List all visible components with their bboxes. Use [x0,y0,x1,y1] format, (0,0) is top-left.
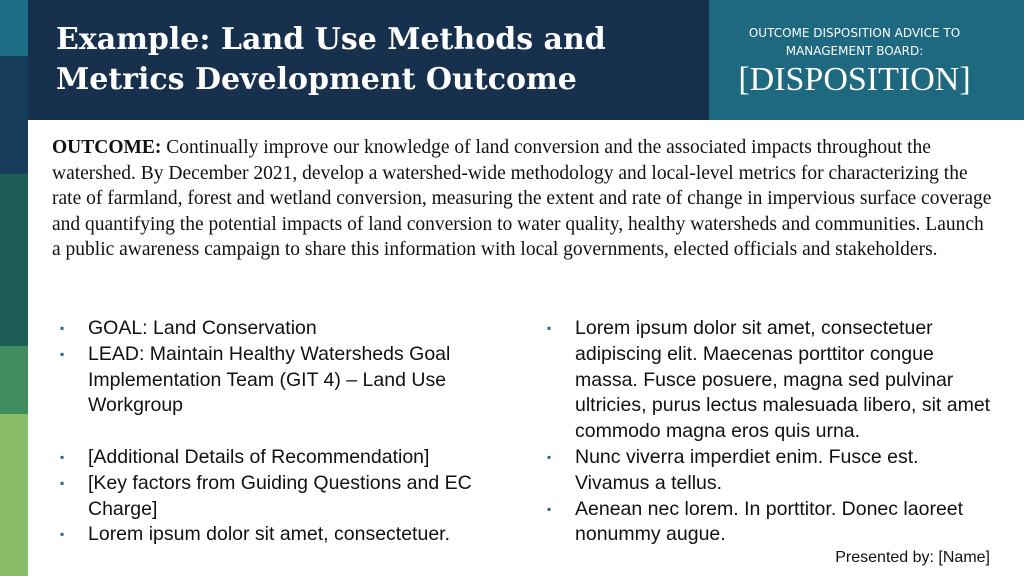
square-bullet-icon: ▪ [547,321,552,335]
header-right-edge [1000,0,1024,120]
title-line-1: Example: Land Use Methods and [56,22,606,57]
left-color-stripe [0,0,28,576]
list-item: ▪ Aenean nec lorem. In porttitor. Donec laoreet nonummy augue. [547,497,964,546]
list-item: ▪ Lorem ipsum dolor sit amet, consectetuer adipiscing elit. Maecenas porttitor congue massa. Fusce posuere, magna sed pulvinar ultricies, purus lectus malesuada libero, sit amet commodo magna eros quis urna. [547,317,991,443]
square-bullet-icon: ▪ [60,321,65,335]
list-item: ▪ LEAD: Maintain Healthy Watersheds Goal Implementation Team (GIT 4) – Land Use Workgroup [60,342,451,417]
list-item: ▪ GOAL: Land Conservation [60,316,510,342]
list-item: ▪ [Key factors from Guiding Questions and EC Charge] [60,471,472,520]
slide-title [56,20,676,100]
list-item: ▪ Nunc viverra imperdiet enim. Fusce est. Vivamus a tellus. [547,445,919,494]
square-bullet-icon: ▪ [60,527,65,542]
right-bullet-list [547,316,997,548]
square-bullet-icon: ▪ [60,449,65,464]
outcome-label: OUTCOME: [52,137,162,158]
list-item: ▪ [Additional Details of Recommendation] [60,445,510,471]
list-item: ▪ Lorem ipsum dolor sit amet, consectetuer. [60,522,510,548]
disposition-label: OUTCOME DISPOSITION ADVICE TO MANAGEMENT BOARD: [748,26,961,58]
title-bar [28,0,709,120]
disposition-box [709,0,1000,120]
square-bullet-icon: ▪ [60,346,65,361]
square-bullet-icon: ▪ [60,475,65,490]
square-bullet-icon: ▪ [547,501,552,516]
outcome-paragraph [52,135,992,263]
title-line-2: Metrics Development Outcome [56,62,577,97]
square-bullet-icon: ▪ [547,449,552,464]
presenter-credit: Presented by: [Name] [835,549,990,566]
outcome-text: Continually improve our knowledge of land conversion and the associated impacts throughout the watershed. By December 2021, develop a watershed-wide methodology and local-level metrics for characterizing the rate of farmland, forest and wetland conversion, measuring the extent and rate of change in impervious surface coverage and quantifying the potential impacts of land conversion to water quality, healthy watersheds and communities. Launch a public awareness campaign to share this information with local governments, elected officials and stakeholders. [52,137,992,260]
left-bullet-list [60,316,510,548]
disposition-value: [DISPOSITION] [738,61,971,98]
list-spacer [60,419,510,445]
